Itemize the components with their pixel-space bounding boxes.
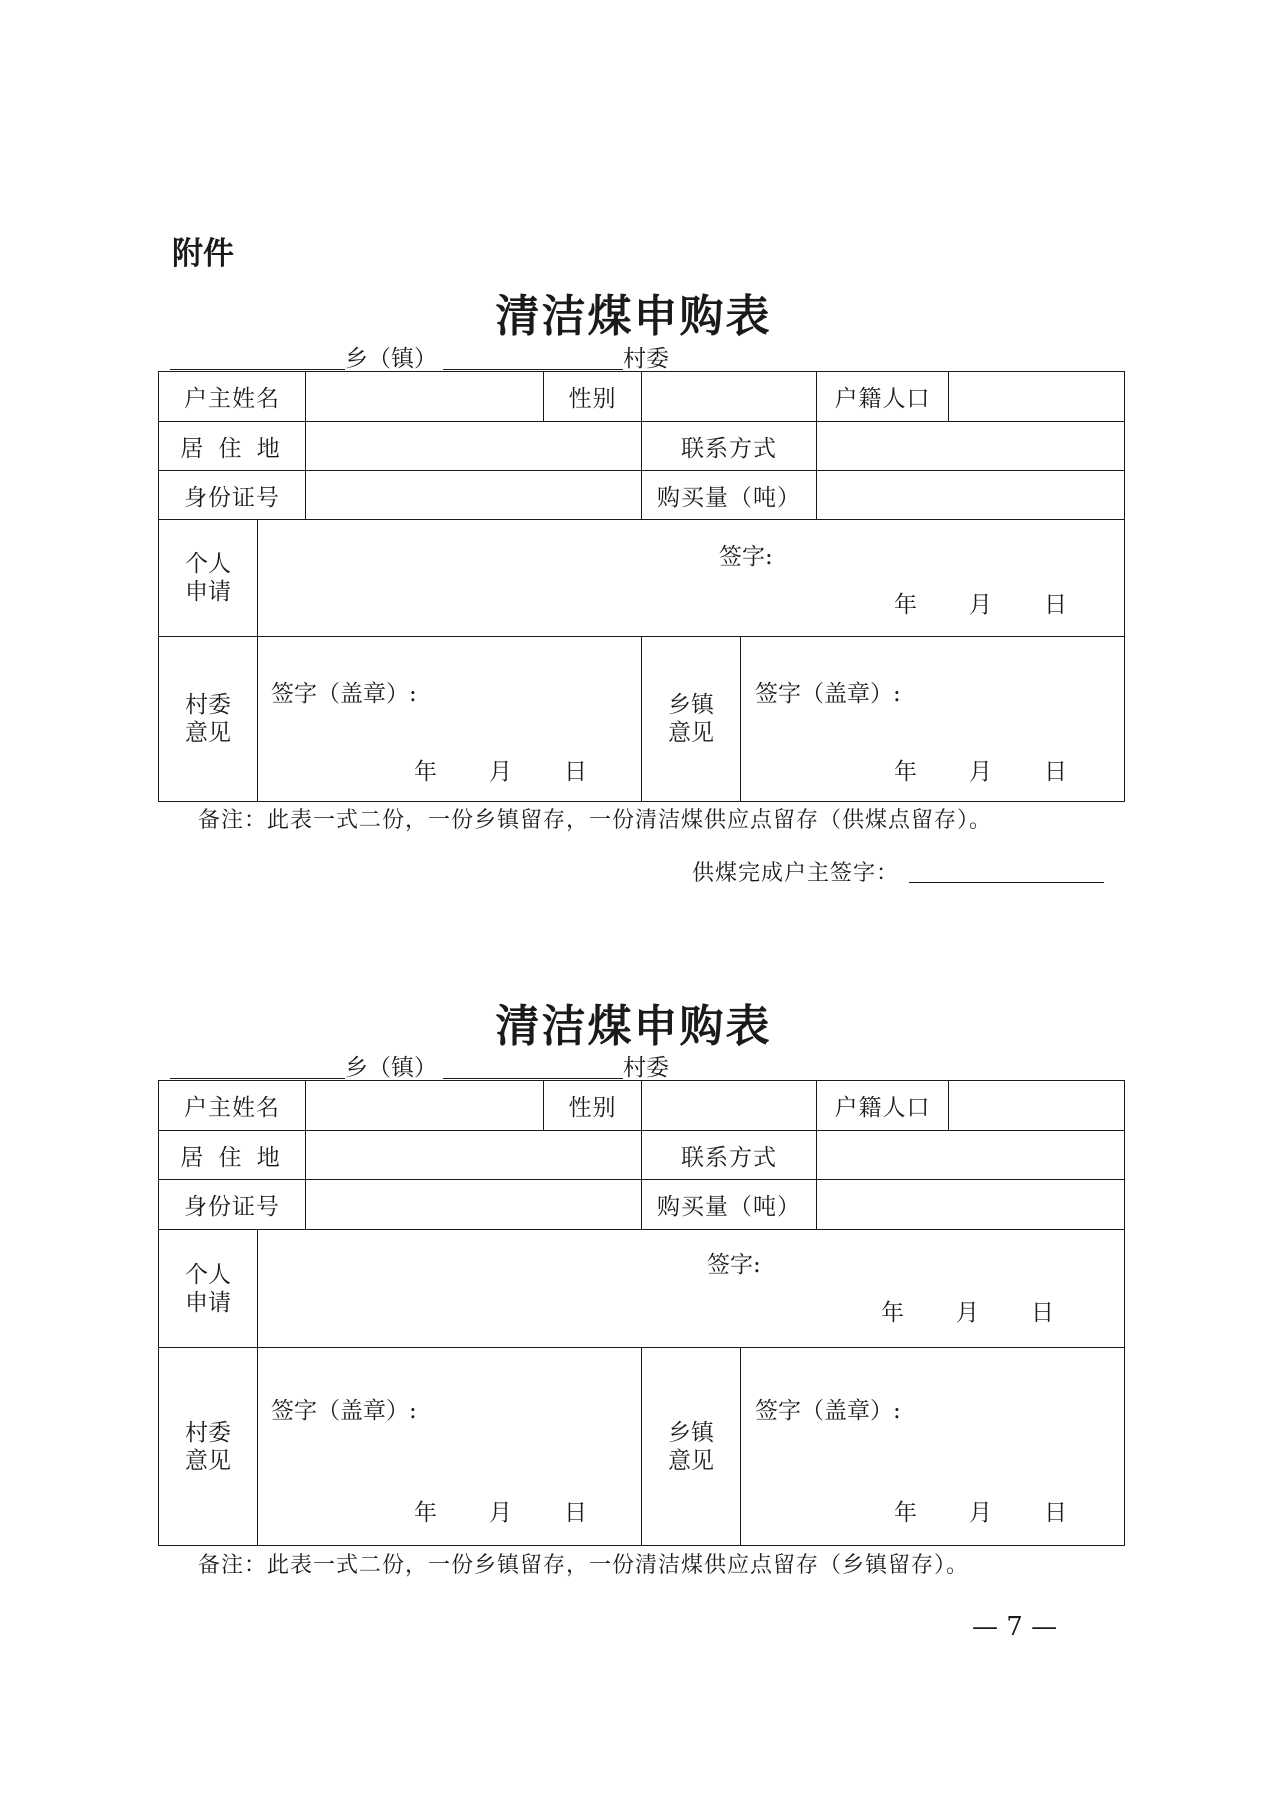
id-number-label: 身份证号: [159, 471, 306, 519]
township-opinion-label-line2: 意见: [668, 720, 714, 746]
personal-application-label: [159, 520, 258, 636]
village-signature-label: 签字（盖章）:: [271, 681, 417, 707]
date-year: 年: [881, 1300, 904, 1326]
form-row-owner: [159, 1081, 1124, 1131]
form-row-residence: [159, 422, 1124, 471]
personal-date: [894, 586, 1067, 619]
date-day: 日: [564, 1500, 587, 1526]
supply-signature-label: 供煤完成户主签字：: [692, 861, 900, 886]
form-note: 备注：此表一式二份，一份乡镇留存，一份清洁煤供应点留存（供煤点留存）。: [198, 808, 993, 833]
personal-signature-label: 签字:: [707, 1252, 761, 1278]
population-label: 户籍人口: [817, 1081, 949, 1130]
personal-application-label-line1: 个人: [185, 1261, 231, 1288]
personal-application-label-line2: 申请: [185, 579, 231, 605]
form-row-personal-application: [159, 520, 1124, 637]
location-line: [170, 340, 669, 373]
gender-label: 性别: [544, 372, 642, 421]
personal-application-label-line1: 个人: [185, 551, 231, 577]
township-blank[interactable]: [170, 368, 345, 370]
contact-input[interactable]: [817, 422, 1124, 470]
form-row-opinions: [159, 1348, 1124, 1545]
township-opinion-label: [642, 1348, 741, 1545]
township-date: [894, 753, 1067, 786]
attachment-label: 附件: [172, 236, 234, 272]
village-opinion-label: [159, 637, 258, 801]
contact-label: 联系方式: [642, 422, 817, 470]
owner-name-input[interactable]: [306, 372, 544, 421]
owner-name-label: 户主姓名: [159, 1081, 306, 1130]
form-row-opinions: [159, 637, 1124, 801]
application-form: [158, 1080, 1125, 1546]
form-note: 备注：此表一式二份，一份乡镇留存，一份清洁煤供应点留存（乡镇留存）。: [198, 1553, 970, 1578]
form-row-id: [159, 471, 1124, 520]
personal-application-label: [159, 1230, 258, 1347]
gender-input[interactable]: [642, 372, 817, 421]
village-date: [414, 1494, 587, 1527]
personal-date: [881, 1294, 1054, 1327]
personal-application-label-line2: 申请: [185, 1289, 231, 1316]
form-row-id: [159, 1180, 1124, 1230]
date-year: 年: [894, 1500, 917, 1526]
date-month: 月: [489, 759, 512, 785]
date-year: 年: [894, 759, 917, 785]
village-opinion-label-line2: 意见: [185, 720, 231, 746]
township-suffix: 乡（镇）: [345, 1055, 437, 1081]
supply-signature-line: [692, 856, 1104, 887]
form-row-personal-application: [159, 1230, 1124, 1348]
population-input[interactable]: [949, 372, 1124, 421]
date-month: 月: [969, 1500, 992, 1526]
residence-input[interactable]: [306, 422, 642, 470]
date-year: 年: [414, 759, 437, 785]
village-blank[interactable]: [443, 1077, 623, 1079]
township-suffix: 乡（镇）: [345, 346, 437, 372]
township-opinion-label-line1: 乡镇: [668, 1419, 714, 1446]
date-year: 年: [894, 592, 917, 618]
id-number-input[interactable]: [306, 1180, 642, 1229]
id-number-label: 身份证号: [159, 1180, 306, 1229]
location-line: [170, 1049, 669, 1082]
personal-application-area[interactable]: [258, 1230, 1124, 1347]
date-month: 月: [956, 1300, 979, 1326]
purchase-amount-input[interactable]: [817, 471, 1124, 519]
township-blank[interactable]: [170, 1077, 345, 1079]
form-row-owner: [159, 372, 1124, 422]
date-year: 年: [414, 1500, 437, 1526]
contact-input[interactable]: [817, 1131, 1124, 1179]
date-day: 日: [1031, 1300, 1054, 1326]
residence-input[interactable]: [306, 1131, 642, 1179]
form-title: 清洁煤申购表: [495, 1001, 772, 1052]
village-suffix: 村委: [623, 346, 669, 372]
village-opinion-label-line1: 村委: [185, 1419, 231, 1446]
date-month: 月: [489, 1500, 512, 1526]
form-title: 清洁煤申购表: [495, 291, 772, 342]
population-input[interactable]: [949, 1081, 1124, 1130]
contact-label: 联系方式: [642, 1131, 817, 1179]
village-signature-label: 签字（盖章）:: [271, 1398, 417, 1424]
population-label: 户籍人口: [817, 372, 949, 421]
page-number: — 7 —: [972, 1612, 1058, 1642]
id-number-input[interactable]: [306, 471, 642, 519]
village-suffix: 村委: [623, 1055, 669, 1081]
village-blank[interactable]: [443, 368, 623, 370]
township-opinion-label-line1: 乡镇: [668, 692, 714, 718]
village-date: [414, 753, 587, 786]
residence-label: 居 住 地: [159, 422, 306, 470]
owner-name-input[interactable]: [306, 1081, 544, 1130]
residence-label: 居 住 地: [159, 1131, 306, 1179]
date-day: 日: [1044, 592, 1067, 618]
purchase-amount-label: 购买量（吨）: [642, 471, 817, 519]
date-month: 月: [969, 759, 992, 785]
date-day: 日: [564, 759, 587, 785]
township-date: [894, 1494, 1067, 1527]
township-opinion-label-line2: 意见: [668, 1447, 714, 1474]
gender-label: 性别: [544, 1081, 642, 1130]
date-day: 日: [1044, 759, 1067, 785]
application-form: [158, 371, 1125, 802]
owner-name-label: 户主姓名: [159, 372, 306, 421]
village-opinion-label-line2: 意见: [185, 1447, 231, 1474]
village-opinion-label: [159, 1348, 258, 1545]
purchase-amount-label: 购买量（吨）: [642, 1180, 817, 1229]
township-signature-label: 签字（盖章）:: [755, 681, 901, 707]
supply-signature-blank[interactable]: [909, 881, 1104, 883]
gender-input[interactable]: [642, 1081, 817, 1130]
township-opinion-label: [642, 637, 741, 801]
date-month: 月: [969, 592, 992, 618]
personal-signature-label: 签字:: [719, 544, 773, 570]
form-row-residence: [159, 1131, 1124, 1180]
township-signature-label: 签字（盖章）:: [755, 1398, 901, 1424]
date-day: 日: [1044, 1500, 1067, 1526]
purchase-amount-input[interactable]: [817, 1180, 1124, 1229]
village-opinion-label-line1: 村委: [185, 692, 231, 718]
